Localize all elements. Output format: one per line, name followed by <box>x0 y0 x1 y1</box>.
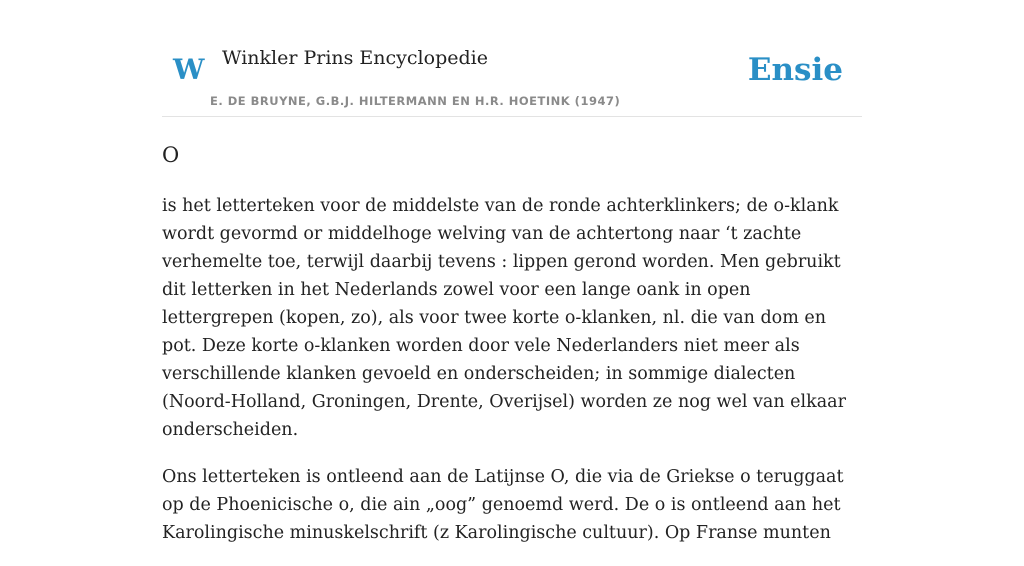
entry-body <box>162 192 862 566</box>
entry-paragraph-2: Ons letterteken is ontleend aan de Latijnse O, die via de Griekse o teruggaat op de Phoenicische o, die ain „oog” genoemd werd. De o is ontleend aan het Karolingische minuskelschrift (z Karolingische cultuur). Op Franse munten <box>162 467 844 543</box>
brand-logo[interactable]: Ensie <box>747 52 843 88</box>
site-title[interactable]: Winkler Prins Encyclopedie <box>222 47 488 69</box>
authors-byline: E. DE BRUYNE, G.B.J. HILTERMANN EN H.R. HOETINK (1947) <box>210 94 621 108</box>
site-header <box>162 0 862 117</box>
entry-paragraph-1: is het letterteken voor de middelste van de ronde achterklinkers; de o-klank wordt gevormd or middelhoge welving van de achtertong naar ‘t zachte verhemelte toe, terwijl daarbij tevens : lippen gerond worden. Men gebruikt dit letterken in het Nederlands zowel voor een lange oank in open lettergrepen (kopen, zo), als voor twee korte o-klanken, nl. die van dom en pot. Deze korte o-klanken worden door vele Nederlanders niet meer als verschillende klanken gevoeld en onderscheiden; in sommige dialecten (Noord-Holland, Groningen, Drente, Overijsel) worden ze nog wel van elkaar onderscheiden. <box>162 196 846 440</box>
logo-icon[interactable]: W <box>173 53 205 86</box>
entry-title: O <box>162 143 180 167</box>
